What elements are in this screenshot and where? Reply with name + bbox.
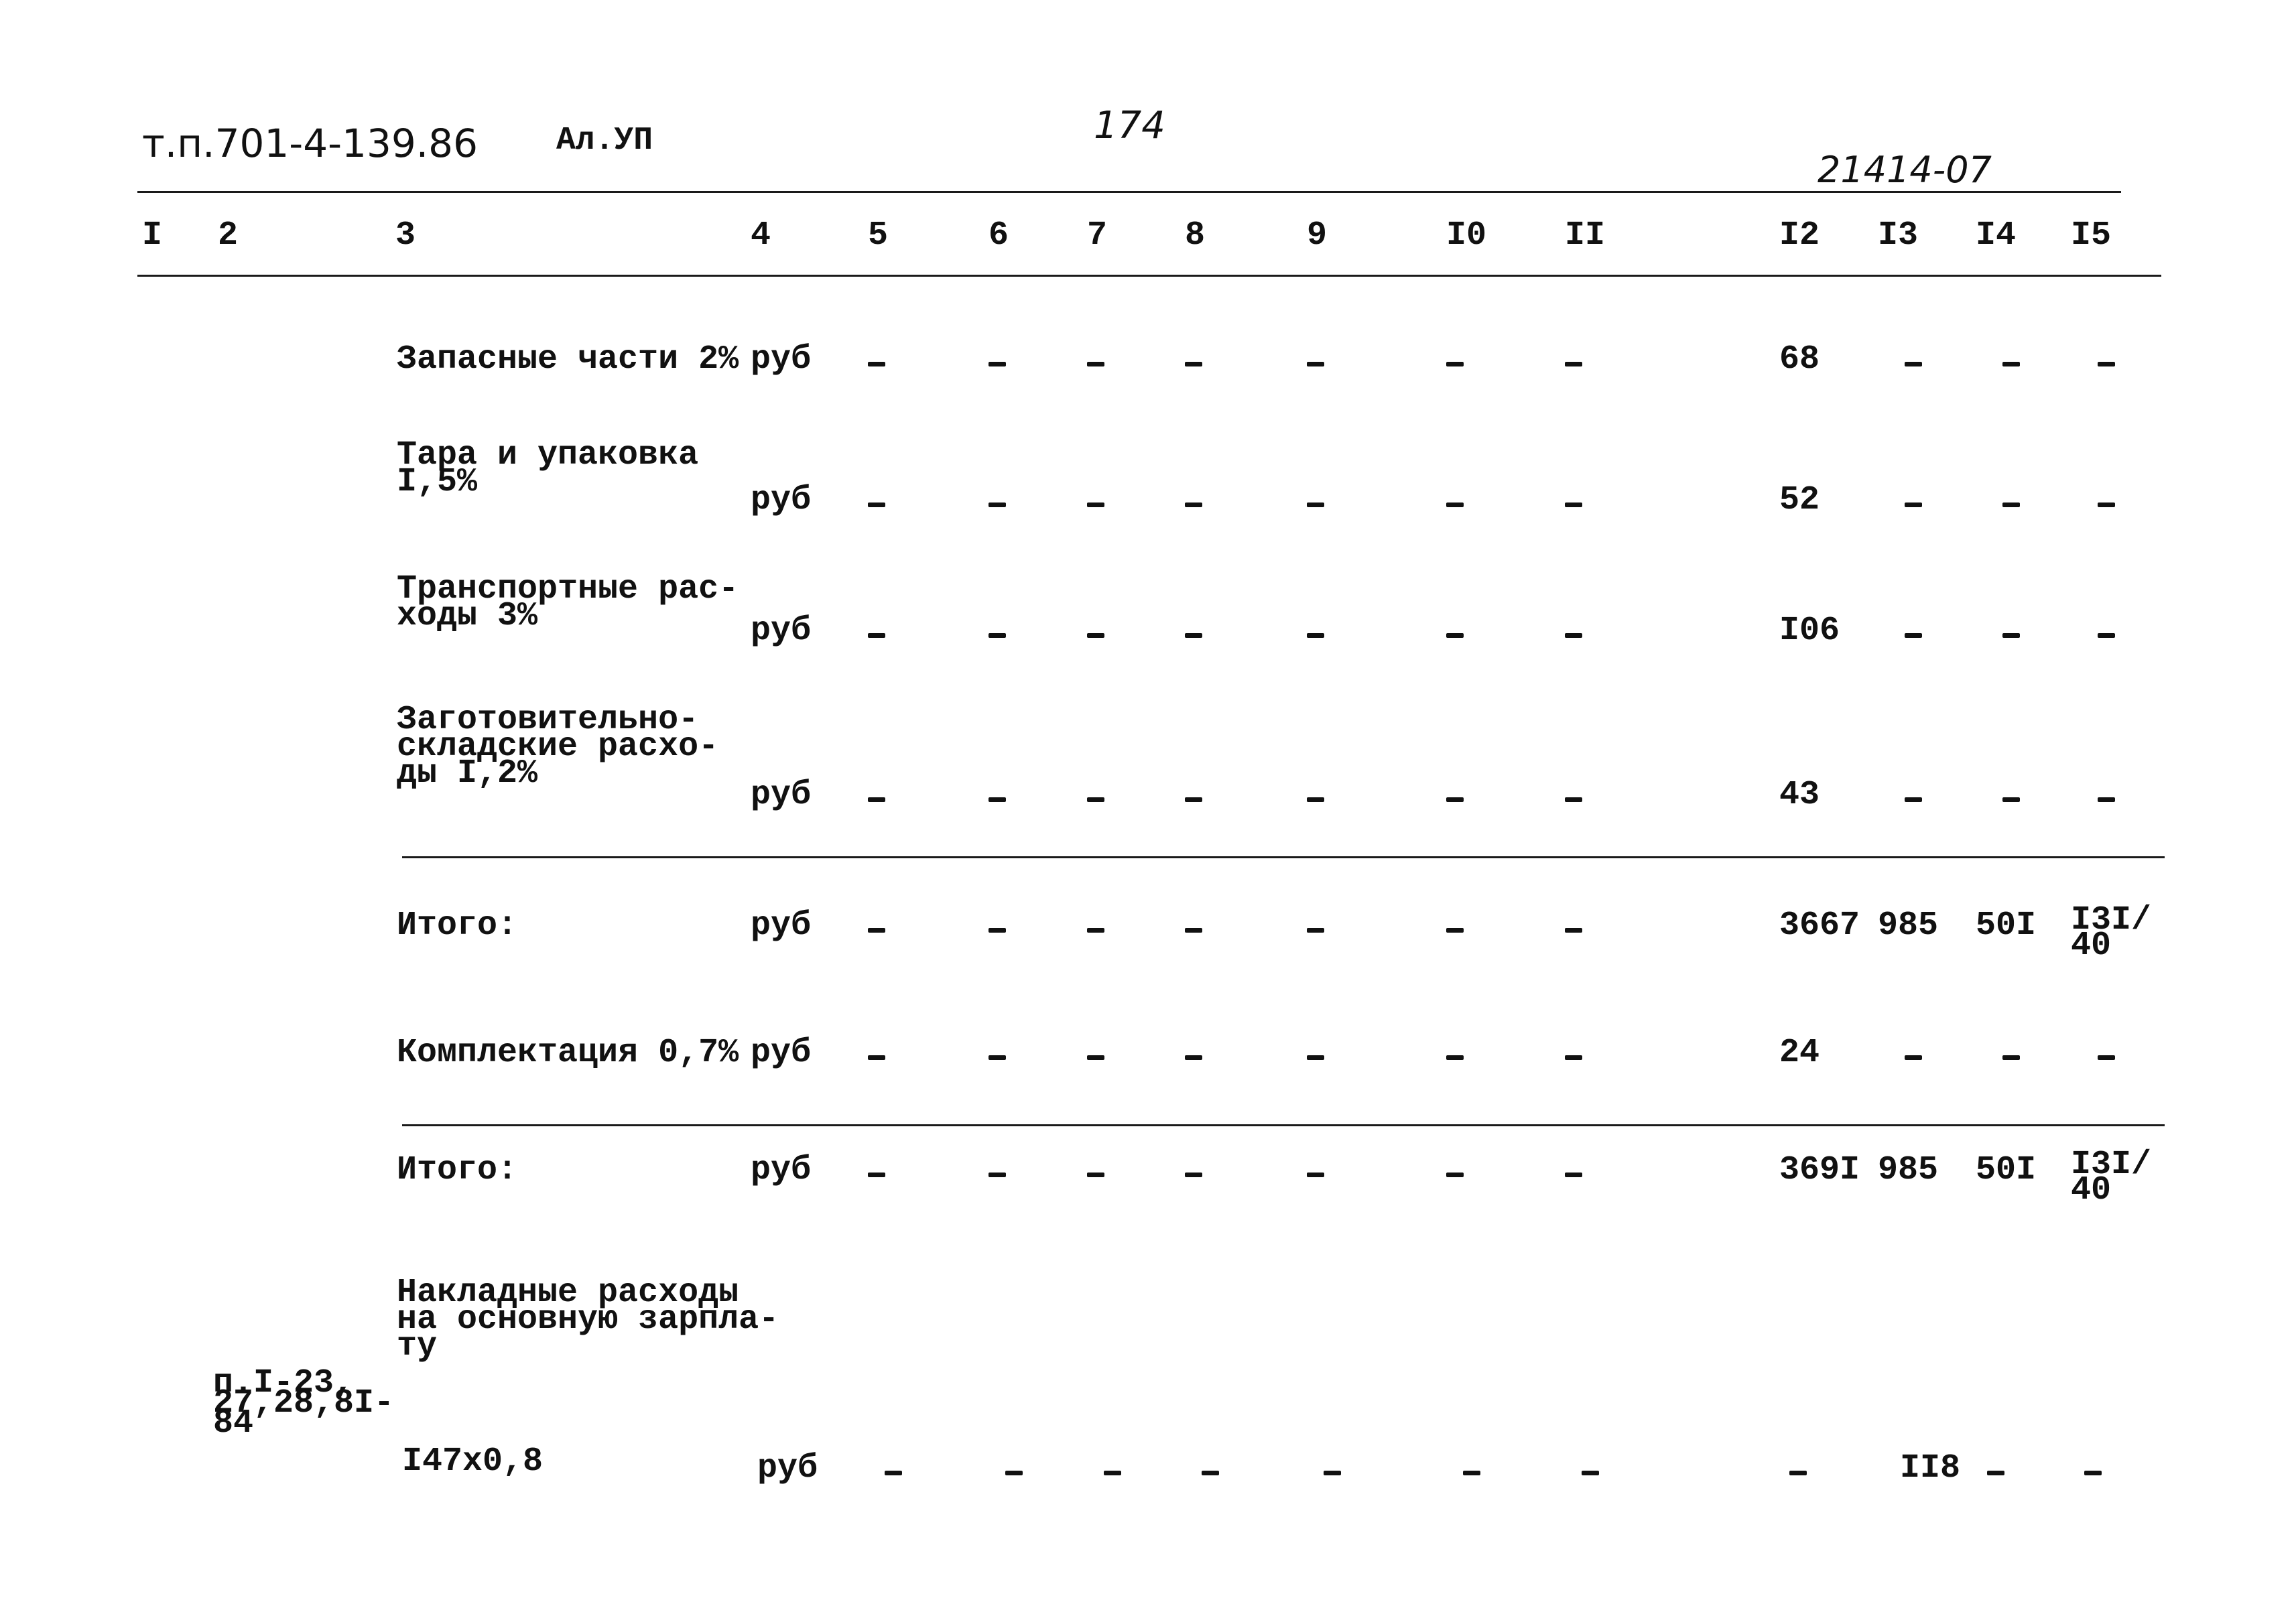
cell-value: 985 [1878, 907, 1939, 945]
cell-value: 50I [1976, 907, 2037, 945]
cell-value: 3667 [1779, 907, 1860, 945]
column-header: I0 [1446, 216, 1487, 255]
header-rule-bottom [137, 275, 2161, 277]
row-name: Заготовительно- складские расхо- ды I,2% [397, 701, 719, 793]
row-name: Итого: [397, 1151, 518, 1189]
row-unit: руб [751, 612, 812, 650]
column-header: I3 [1878, 216, 1919, 255]
album-label: Ал.УП [556, 123, 653, 159]
column-header: I [142, 216, 163, 255]
row-name: Итого: [397, 907, 518, 945]
column-header: 7 [1087, 216, 1108, 255]
column-header: 6 [988, 216, 1009, 255]
doc-code: т.п.701-4-139.86 [142, 121, 478, 166]
row-name: Комплектация 0,7% [397, 1034, 739, 1072]
cell-value: 985 [1878, 1151, 1939, 1189]
cell-value: 50I [1976, 1151, 2037, 1189]
column-header: 4 [751, 216, 771, 255]
cell-value: II8 [1900, 1449, 1961, 1487]
row-name: Тара и упаковка I,5% [397, 436, 699, 501]
row-unit: руб [751, 907, 812, 945]
row-reference: п.I-23, 27,28,8I- 84 [213, 1364, 395, 1443]
row-unit: руб [751, 776, 812, 814]
column-header: I4 [1976, 216, 2017, 255]
row-unit: руб [751, 481, 812, 519]
row-name: Запасные части 2% [397, 340, 739, 379]
cell-value: I3I/ 40 [2071, 1146, 2152, 1209]
column-header: II [1565, 216, 1606, 255]
subtotal-rule [402, 1124, 2165, 1126]
inventory-number: 21414-07 [1817, 149, 1992, 191]
cell-value: 68 [1779, 340, 1820, 379]
row-formula: I47x0,8 [402, 1443, 544, 1481]
column-header: 9 [1307, 216, 1328, 255]
row-unit: руб [751, 340, 812, 379]
cell-value: 43 [1779, 776, 1820, 814]
cell-value: 369I [1779, 1151, 1860, 1189]
row-name: Транспортные рас- ходы 3% [397, 570, 739, 635]
header-rule-top [137, 191, 2121, 193]
subtotal-rule [402, 856, 2165, 858]
row-unit: руб [751, 1151, 812, 1189]
cell-value: 24 [1779, 1034, 1820, 1072]
column-header: 5 [868, 216, 889, 255]
row-name: Накладные расходы на основную зарпла- ту [397, 1274, 779, 1365]
cell-value: 52 [1779, 481, 1820, 519]
cell-value: I06 [1779, 612, 1840, 650]
cell-value: I3I/ 40 [2071, 901, 2152, 965]
column-header: 3 [395, 216, 416, 255]
column-header: 2 [218, 216, 239, 255]
page-number: 174 [1094, 104, 1165, 147]
column-header: 8 [1185, 216, 1206, 255]
row-unit: руб [751, 1034, 812, 1072]
column-header: I2 [1779, 216, 1820, 255]
column-header: I5 [2071, 216, 2112, 255]
row-unit: руб [757, 1449, 818, 1487]
